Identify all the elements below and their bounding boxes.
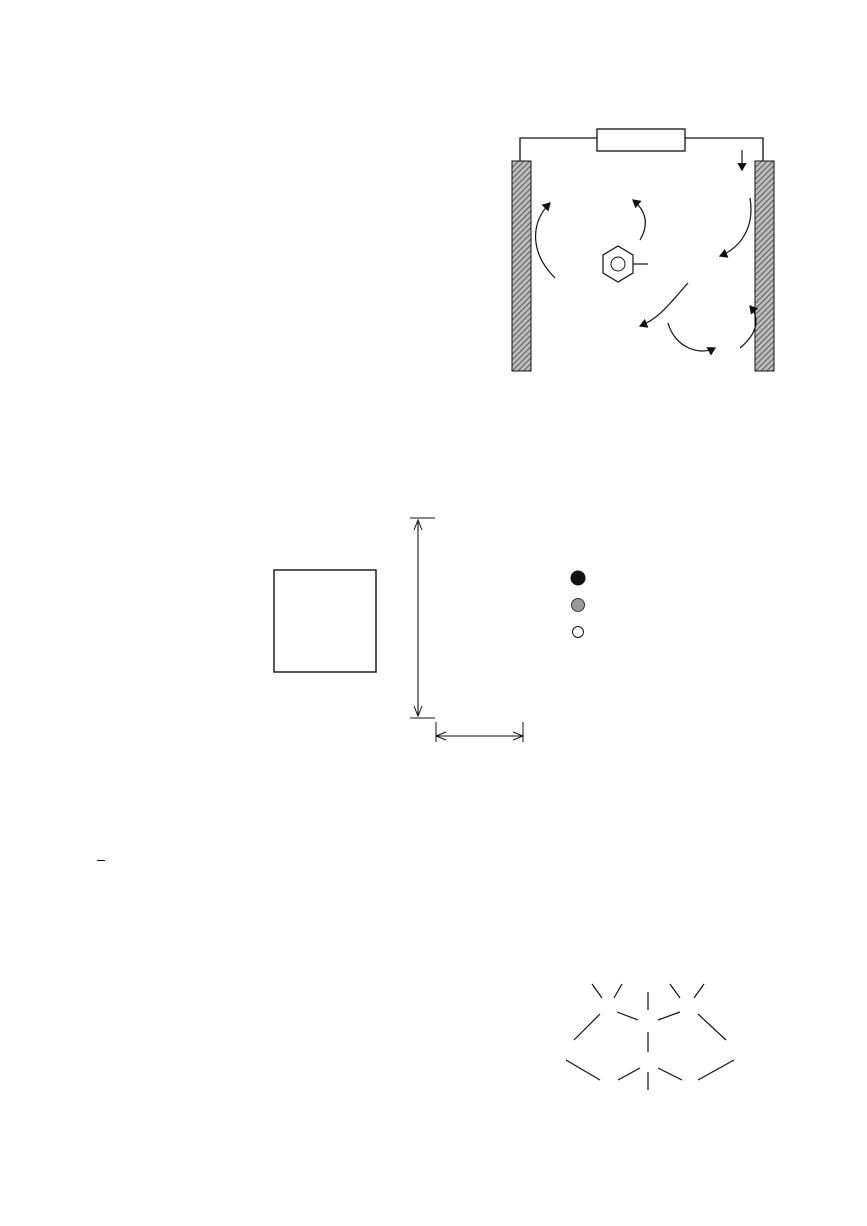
q9-electrolysis-diagram	[500, 128, 800, 393]
q10-top-view	[262, 558, 392, 683]
pt-electrode	[512, 161, 531, 371]
q10-unit-cell	[390, 490, 630, 755]
q10-option-d	[97, 850, 105, 871]
phenol-ring	[603, 246, 633, 282]
hmc3-electrode	[755, 161, 774, 371]
power-supply-box	[597, 129, 685, 151]
q11-compound-a-structure	[522, 962, 792, 1152]
density-numerator	[97, 860, 105, 861]
density-fraction	[97, 860, 105, 861]
